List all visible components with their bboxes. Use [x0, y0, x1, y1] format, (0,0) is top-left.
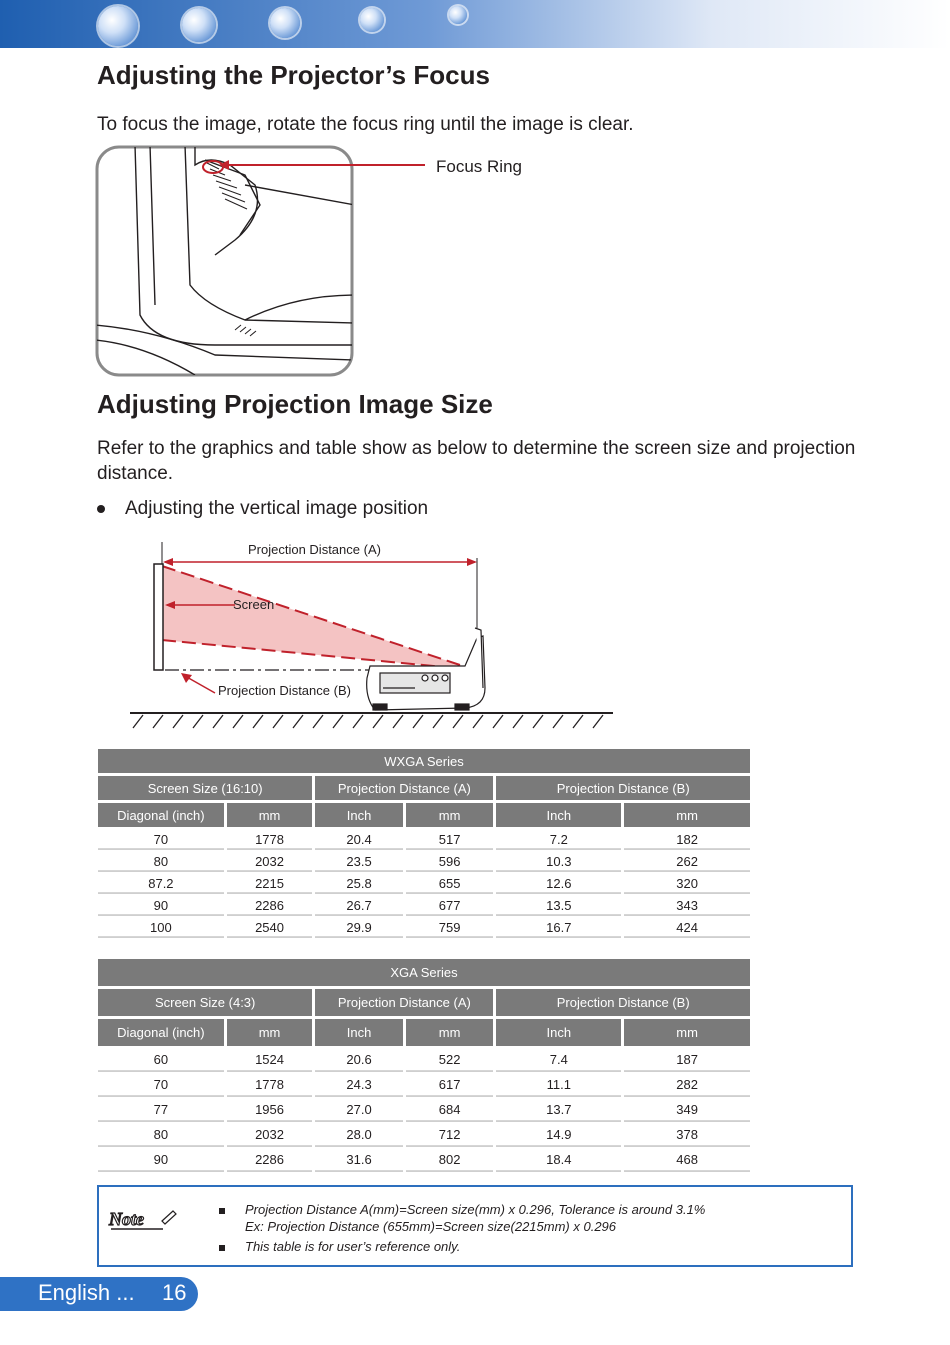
wxga-col-header: mm: [227, 803, 313, 827]
table-cell: 28.0: [315, 1124, 403, 1146]
table-cell: 11.1: [496, 1074, 621, 1096]
bullet-text: Adjusting the vertical image position: [125, 498, 429, 519]
table-cell: 18.4: [496, 1149, 621, 1171]
table-cell: 29.9: [315, 918, 403, 937]
table-row: [98, 830, 750, 849]
note-items: [219, 1201, 705, 1255]
table-cell: 10.3: [496, 852, 621, 871]
note-box: [97, 1185, 853, 1267]
note-line: [219, 1218, 705, 1235]
wxga-title: WXGA Series: [98, 749, 750, 773]
wxga-col-header: mm: [624, 803, 750, 827]
note-badge-icon: [107, 1205, 177, 1233]
bullet-item: [97, 498, 428, 520]
header-band: [0, 0, 950, 48]
table-cell: 13.7: [496, 1099, 621, 1121]
table-cell: 468: [624, 1149, 750, 1171]
table-cell: 522: [406, 1049, 494, 1071]
distance-a-label: Projection Distance (A): [248, 542, 381, 557]
table-cell: 7.2: [496, 830, 621, 849]
table-cell: 12.6: [496, 874, 621, 893]
table-cell: 20.4: [315, 830, 403, 849]
table-cell: 1778: [227, 830, 313, 849]
table-cell: 1778: [227, 1074, 313, 1096]
table-row: [98, 896, 750, 915]
decorative-circle: [98, 6, 138, 46]
table-cell: 424: [624, 918, 750, 937]
xga-col-header: Diagonal (inch): [98, 1019, 224, 1046]
xga-col-header: Inch: [496, 1019, 621, 1046]
wxga-col-header: Inch: [496, 803, 621, 827]
xga-table: [95, 956, 753, 1174]
footer-language: English ...: [38, 1280, 135, 1305]
table-cell: 77: [98, 1099, 224, 1121]
table-cell: 343: [624, 896, 750, 915]
table-row: [98, 1099, 750, 1121]
table-cell: 802: [406, 1149, 494, 1171]
table-cell: 2032: [227, 1124, 313, 1146]
table-cell: 282: [624, 1074, 750, 1096]
decorative-circle: [182, 8, 216, 42]
table-cell: 25.8: [315, 874, 403, 893]
note-line: [219, 1201, 705, 1218]
table-cell: 187: [624, 1049, 750, 1071]
table-cell: 20.6: [315, 1049, 403, 1071]
wxga-table: [95, 746, 753, 940]
table-cell: 27.0: [315, 1099, 403, 1121]
table-cell: 70: [98, 830, 224, 849]
decorative-circle: [449, 6, 467, 24]
decorative-circle: [360, 8, 384, 32]
table-cell: 349: [624, 1099, 750, 1121]
table-cell: 87.2: [98, 874, 224, 893]
wxga-group-distance-b: Projection Distance (B): [496, 776, 750, 800]
table-row: [98, 874, 750, 893]
note-text: This table is for user’s reference only.: [245, 1239, 461, 1254]
table-cell: 320: [624, 874, 750, 893]
projection-distance-diagram: [125, 538, 620, 733]
screen-shape: [154, 564, 163, 670]
image-size-instruction: Refer to the graphics and table show as below to determine the screen size and projection distance.: [97, 438, 856, 484]
table-cell: 14.9: [496, 1124, 621, 1146]
table-cell: 13.5: [496, 896, 621, 915]
table-cell: 70: [98, 1074, 224, 1096]
table-cell: 90: [98, 896, 224, 915]
page-footer-tab: [0, 1277, 198, 1311]
table-cell: 677: [406, 896, 494, 915]
screen-label: Screen: [233, 597, 275, 612]
section-title-image-size: Adjusting Projection Image Size: [97, 389, 493, 419]
wxga-group-distance-a: Projection Distance (A): [315, 776, 493, 800]
table-row: [98, 852, 750, 871]
table-cell: 1524: [227, 1049, 313, 1071]
bullet-dot: [97, 505, 105, 513]
square-bullet: [219, 1208, 225, 1214]
table-cell: 24.3: [315, 1074, 403, 1096]
focus-ring-illustration: [95, 145, 535, 380]
decorative-circle: [270, 8, 300, 38]
table-cell: 16.7: [496, 918, 621, 937]
focus-ring-label: Focus Ring: [436, 157, 522, 176]
xga-group-distance-a: Projection Distance (A): [315, 989, 493, 1016]
wxga-col-header: mm: [406, 803, 494, 827]
table-cell: 80: [98, 852, 224, 871]
table-cell: 378: [624, 1124, 750, 1146]
table-cell: 684: [406, 1099, 494, 1121]
table-cell: 7.4: [496, 1049, 621, 1071]
square-bullet: [219, 1245, 225, 1251]
wxga-col-header: Inch: [315, 803, 403, 827]
table-cell: 2215: [227, 874, 313, 893]
note-line: [219, 1238, 705, 1255]
note-text: Projection Distance A(mm)=Screen size(mm) x 0.296, Tolerance is around 3.1%: [245, 1202, 706, 1217]
table-row: [98, 1149, 750, 1171]
table-cell: 759: [406, 918, 494, 937]
table-cell: 2032: [227, 852, 313, 871]
xga-group-distance-b: Projection Distance (B): [496, 989, 750, 1016]
xga-col-header: Inch: [315, 1019, 403, 1046]
table-cell: 2286: [227, 1149, 313, 1171]
table-cell: 712: [406, 1124, 494, 1146]
note-text: Ex: Projection Distance (655mm)=Screen size(2215mm) x 0.296: [245, 1219, 617, 1234]
wxga-col-header: Diagonal (inch): [98, 803, 224, 827]
table-cell: 2540: [227, 918, 313, 937]
note-badge-text: Note: [109, 1209, 144, 1229]
table-cell: 596: [406, 852, 494, 871]
table-cell: 90: [98, 1149, 224, 1171]
table-cell: 617: [406, 1074, 494, 1096]
table-row: [98, 1124, 750, 1146]
table-row: [98, 918, 750, 937]
xga-col-header: mm: [227, 1019, 313, 1046]
xga-group-screen: Screen Size (4:3): [98, 989, 312, 1016]
xga-title: XGA Series: [98, 959, 750, 986]
distance-b-label: Projection Distance (B): [218, 683, 351, 698]
xga-col-header: mm: [406, 1019, 494, 1046]
table-cell: 100: [98, 918, 224, 937]
page-number: 16: [162, 1280, 187, 1305]
table-cell: 80: [98, 1124, 224, 1146]
table-row: [98, 1049, 750, 1071]
table-cell: 2286: [227, 896, 313, 915]
table-cell: 1956: [227, 1099, 313, 1121]
wxga-group-screen: Screen Size (16:10): [98, 776, 312, 800]
section-title-focus: Adjusting the Projector’s Focus: [97, 60, 490, 90]
table-row: [98, 1074, 750, 1096]
table-cell: 262: [624, 852, 750, 871]
table-cell: 26.7: [315, 896, 403, 915]
table-cell: 517: [406, 830, 494, 849]
table-cell: 60: [98, 1049, 224, 1071]
focus-instruction: To focus the image, rotate the focus ring until the image is clear.: [97, 114, 634, 135]
table-cell: 655: [406, 874, 494, 893]
xga-col-header: mm: [624, 1019, 750, 1046]
table-cell: 23.5: [315, 852, 403, 871]
table-cell: 31.6: [315, 1149, 403, 1171]
table-cell: 182: [624, 830, 750, 849]
